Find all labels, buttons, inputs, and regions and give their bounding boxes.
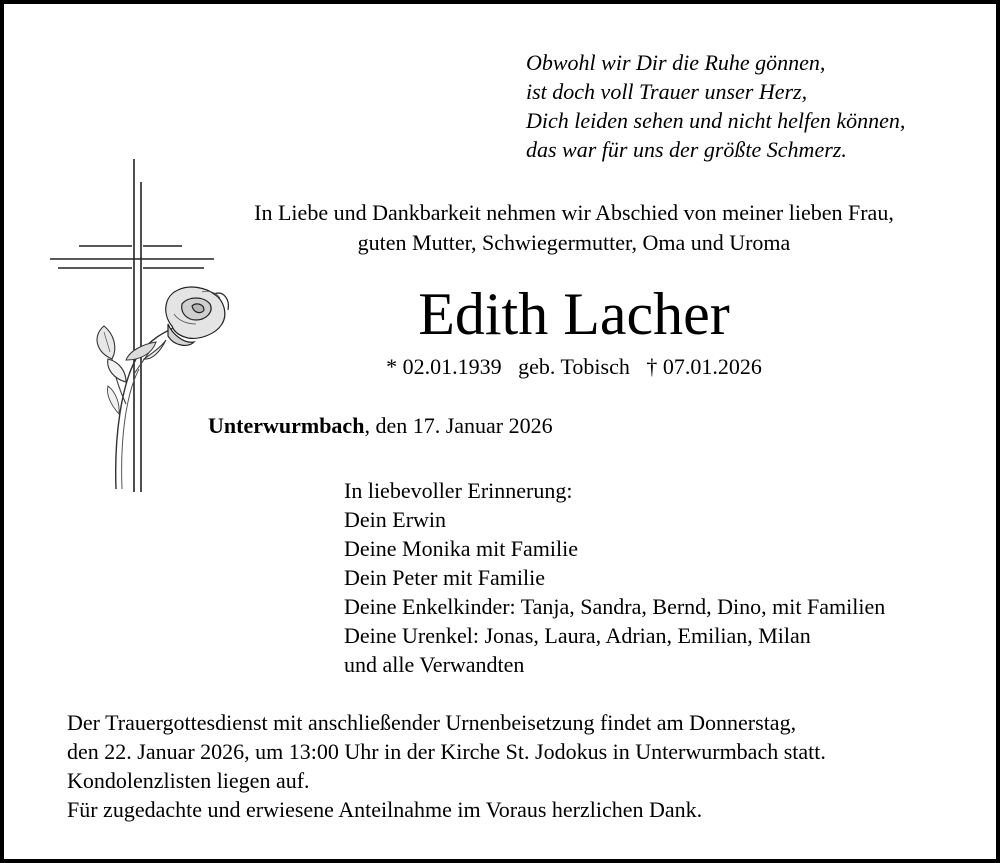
mourner-entry: Deine Enkelkinder: Tanja, Sandra, Bernd, Dino, mit Familien (344, 594, 886, 619)
intro-line: In Liebe und Dankbarkeit nehmen wir Abschied von meiner lieben Frau, (254, 200, 894, 225)
mourner-entry: Deine Urenkel: Jonas, Laura, Adrian, Emilian, Milan (344, 623, 811, 648)
life-dates: * 02.01.1939 geb. Tobisch † 07.01.2026 (386, 354, 762, 379)
service-line: Für zugedachte und erwiesene Anteilnahme im Voraus herzlichen Dank. (67, 797, 703, 822)
mourners-list (344, 476, 885, 679)
service-line: Der Trauergottesdienst mit anschließender Urnenbeisetzung findet am Donnerstag, (67, 710, 797, 735)
service-line: Kondolenzlisten liegen auf. (67, 768, 310, 793)
place-and-date (208, 411, 553, 441)
funeral-service-info (67, 708, 826, 824)
mourner-entry: Deine Monika mit Familie (344, 536, 579, 561)
memorial-poem (526, 48, 905, 164)
mourner-entry: Dein Erwin (344, 507, 447, 532)
poem-line: Dich leiden sehen und nicht helfen können, (526, 108, 906, 133)
poem-line: ist doch voll Trauer unser Herz, (526, 79, 808, 104)
deceased-name: Edith Lacher (418, 281, 730, 347)
mourner-entry: und alle Verwandten (344, 652, 525, 677)
farewell-intro (184, 198, 964, 258)
poem-line: Obwohl wir Dir die Ruhe gönnen, (526, 50, 826, 75)
poem-line: das war für uns der größte Schmerz. (526, 137, 847, 162)
place-name: Unterwurmbach (208, 413, 365, 438)
service-line: den 22. Januar 2026, um 13:00 Uhr in der Kirche St. Jodokus in Unterwurmbach statt. (67, 739, 826, 764)
mourners-heading: In liebevoller Erinnerung: (344, 478, 573, 503)
mourner-entry: Dein Peter mit Familie (344, 565, 546, 590)
notice-date: , den 17. Januar 2026 (364, 413, 553, 438)
intro-line: guten Mutter, Schwiegermutter, Oma und Uroma (357, 230, 791, 255)
